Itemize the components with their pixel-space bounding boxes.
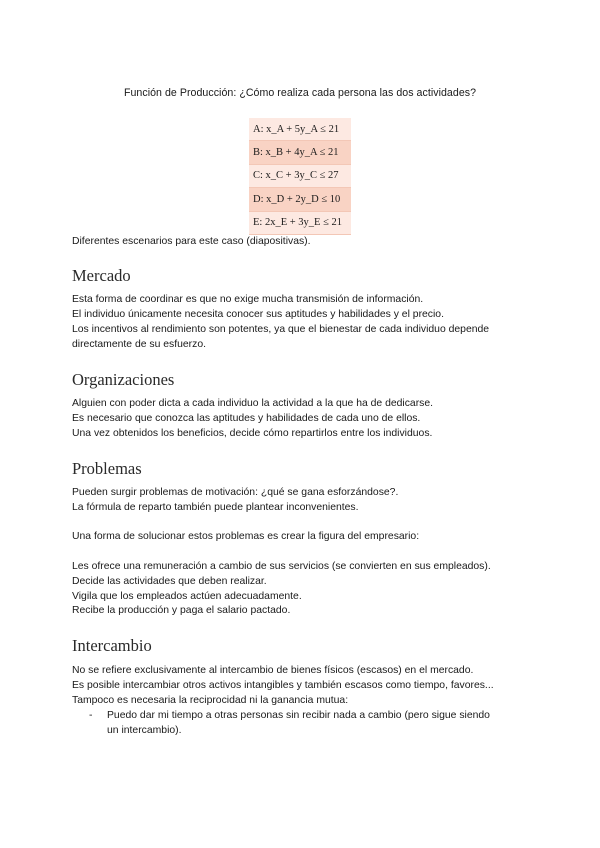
paragraph-line: directamente de su esfuerzo. <box>72 339 206 350</box>
paragraph-line: Es necesario que conozca las aptitudes y habilidades de cada uno de ellos. <box>72 413 421 424</box>
equation-expression: x_A + 5y_A ≤ 21 <box>266 123 340 135</box>
paragraph-line: Los incentivos al rendimiento son potentes, ya que el bienestar de cada individuo depende <box>72 324 490 335</box>
equation-expression: x_C + 3y_C ≤ 27 <box>265 170 339 182</box>
paragraph-line: El individuo únicamente necesita conocer sus aptitudes y habilidades y el precio. <box>72 309 444 320</box>
equation-row <box>249 118 351 141</box>
paragraph-line: La fórmula de reparto también puede plantear inconvenientes. <box>72 502 359 513</box>
equation-expression: x_D + 2y_D ≤ 10 <box>266 193 341 205</box>
paragraph-line: Les ofrece una remuneración a cambio de sus servicios (se convierten en sus empleados). <box>72 561 491 572</box>
section-heading-intercambio: Intercambio <box>72 636 152 655</box>
equation-label: E: <box>253 217 263 229</box>
paragraph-line: Tampoco es necesaria la reciprocidad ni la ganancia mutua: <box>72 695 349 706</box>
section-heading-mercado: Mercado <box>72 266 131 285</box>
equation-expression: x_B + 4y_A ≤ 21 <box>265 147 339 159</box>
equations-table <box>249 118 351 235</box>
equation-expression: 2x_E + 3y_E ≤ 21 <box>264 217 342 229</box>
page-title: Función de Producción: ¿Cómo realiza cada persona las dos actividades? <box>123 87 477 99</box>
scenarios-text: Diferentes escenarios para este caso (diapositivas). <box>72 236 311 247</box>
paragraph-line: Esta forma de coordinar es que no exige mucha transmisión de información. <box>72 294 424 305</box>
equation-label: B: <box>253 147 263 159</box>
bullet-item-text: un intercambio). <box>107 725 182 736</box>
paragraph-line: Decide las actividades que deben realizar. <box>72 576 267 587</box>
bullet-marker: - <box>89 710 93 721</box>
paragraph-line: Recibe la producción y paga el salario pactado. <box>72 605 291 616</box>
equation-row <box>249 164 351 187</box>
equation-row <box>249 188 351 211</box>
paragraph-line: Vigila que los empleados actúen adecuadamente. <box>72 591 302 602</box>
paragraph-line: Una vez obtenidos los beneficios, decide cómo repartirlos entre los individuos. <box>72 428 433 439</box>
paragraph-line: Alguien con poder dicta a cada individuo la actividad a la que ha de dedicarse. <box>72 398 434 409</box>
section-heading-problemas: Problemas <box>72 459 142 478</box>
bullet-item-text: Puedo dar mi tiempo a otras personas sin recibir nada a cambio (pero sigue siendo <box>107 710 490 721</box>
equation-label: C: <box>253 170 263 182</box>
paragraph-line: No se refiere exclusivamente al intercambio de bienes físicos (escasos) en el mercado. <box>72 665 474 676</box>
equation-row <box>249 141 351 164</box>
equation-row <box>249 211 351 234</box>
paragraph-line: Es posible intercambiar otros activos intangibles y también escasos como tiempo, favores... <box>72 680 494 691</box>
section-heading-organizaciones: Organizaciones <box>72 370 175 389</box>
equation-label: D: <box>253 193 264 205</box>
equation-label: A: <box>253 123 264 135</box>
paragraph-line: Pueden surgir problemas de motivación: ¿qué se gana esforzándose?. <box>72 487 399 498</box>
paragraph-line: Una forma de solucionar estos problemas es crear la figura del empresario: <box>72 531 420 542</box>
